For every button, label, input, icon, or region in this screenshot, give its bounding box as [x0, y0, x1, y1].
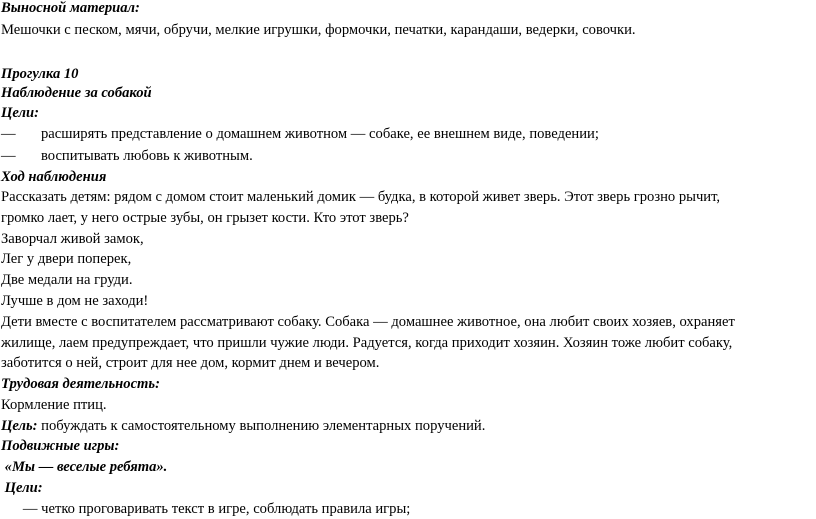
labor-text: Кормление птиц. [1, 397, 107, 413]
observation-heading: Ход наблюдения [1, 169, 107, 185]
games-heading: Подвижные игры: [1, 438, 120, 454]
goal-dash: — [1, 148, 16, 164]
games-goals-heading: Цели: [1, 480, 43, 496]
poem-line: Две медали на груди. [1, 272, 133, 288]
games-goal-line: — четко проговаривать текст в игре, соблюдать правила игры; [1, 501, 411, 517]
goal-dash: — [1, 126, 16, 142]
poem-line: Лег у двери поперек, [1, 251, 132, 267]
goals-heading: Цели: [1, 105, 39, 121]
walk-title: Прогулка 10 [1, 66, 79, 82]
poem-line: Лучше в дом не заходи! [1, 293, 149, 309]
walk-subtitle: Наблюдение за собакой [1, 85, 152, 101]
labor-goal [1, 417, 485, 435]
goal-text: расширять представление о домашнем животном — собаке, ее внешнем виде, поведении; [41, 126, 599, 142]
goal-text: воспитывать любовь к животным. [41, 148, 253, 164]
game-title: «Мы — веселые ребята». [1, 459, 168, 475]
goal-item [1, 147, 253, 165]
observation-line: громко лает, у него острые зубы, он грызет кости. Кто этот зверь? [1, 210, 409, 226]
observation-line: Дети вместе с воспитателем рассматривают собаку. Собака — домашнее животное, она любит своих хозяев, охраняет [1, 314, 735, 330]
goal-item [1, 125, 599, 143]
observation-line: Рассказать детям: рядом с домом стоит маленький домик — будка, в которой живет зверь. Этот зверь грозно рычит, [1, 189, 721, 205]
observation-line: жилище, лаем предупреждает, что пришли чужие люди. Радуется, когда приходит хозяин. Хозяин тоже любит собаку, [1, 335, 733, 351]
materials-heading: Выносной материал: [1, 0, 140, 16]
labor-goal-label: Цель: [1, 418, 38, 434]
observation-line: заботится о ней, строит для нее дом, кормит днем и вечером. [1, 355, 380, 371]
materials-text: Мешочки с песком, мячи, обручи, мелкие игрушки, формочки, печатки, карандаши, ведерки, совочки. [1, 22, 636, 38]
labor-heading: Трудовая деятельность: [1, 376, 160, 392]
labor-goal-text: побуждать к самостоятельному выполнению элементарных поручений. [37, 418, 486, 434]
poem-line: Заворчал живой замок, [1, 231, 144, 247]
